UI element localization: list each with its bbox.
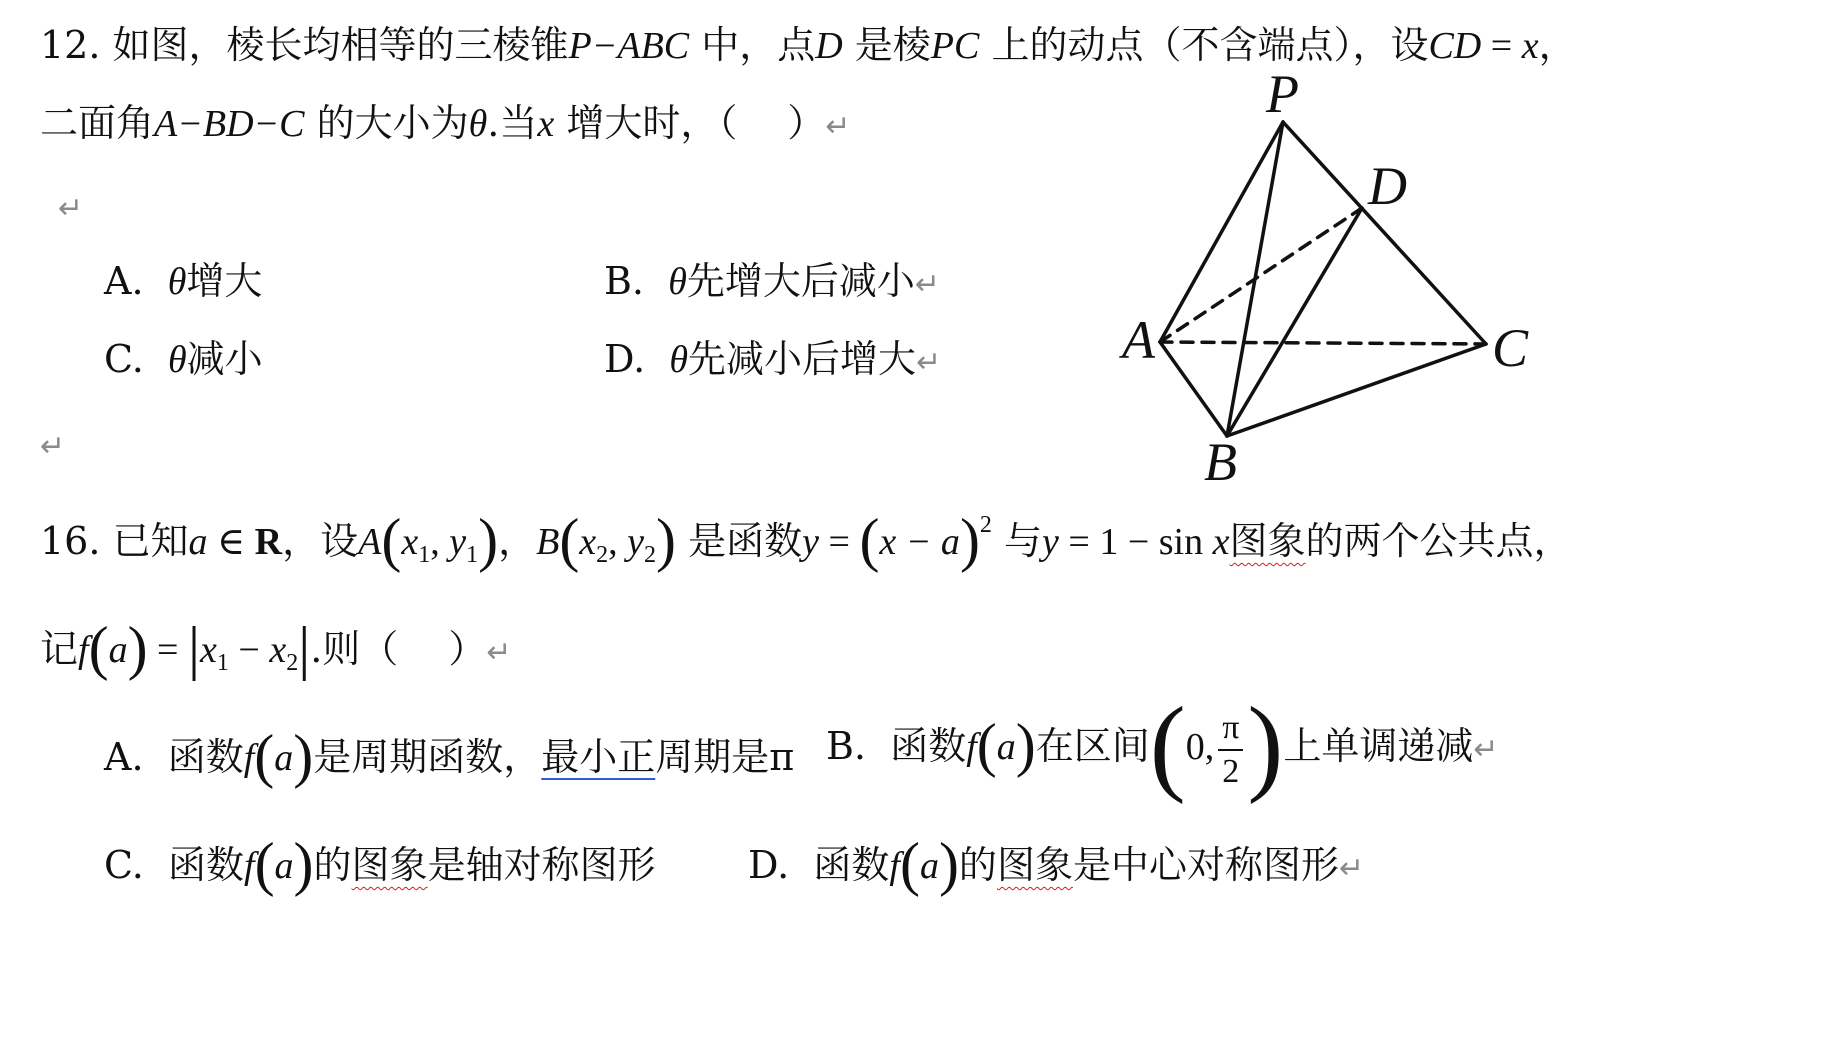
math-minus: − — [228, 629, 270, 671]
edge-ab — [1160, 342, 1227, 436]
option-text: 函数 — [890, 724, 967, 768]
math-subscript: 1 — [216, 650, 229, 676]
option-label: A. — [104, 735, 144, 779]
q16-text: 已知 — [100, 519, 189, 563]
math-comma: , — [430, 521, 450, 563]
edge-ac-hidden — [1160, 342, 1486, 344]
math-f: f — [78, 629, 89, 671]
math-x: x — [200, 629, 217, 671]
q16-text: ，设 — [282, 519, 359, 563]
math-x: x — [1521, 25, 1539, 67]
option-text: 函数 — [167, 843, 244, 887]
q12-text: 的大小为 — [304, 101, 469, 145]
option-text: 周期是π — [655, 735, 795, 779]
paragraph-mark: ↵ — [1473, 732, 1499, 767]
math-a: a — [919, 845, 939, 887]
q12-number: 12. — [40, 23, 101, 67]
label-a: A — [1122, 310, 1155, 370]
paren-open: ( — [254, 723, 275, 789]
spellcheck-word: 图象 — [1229, 519, 1306, 563]
math-theta: θ — [468, 103, 488, 145]
q16-line2 — [40, 615, 512, 681]
math-y: y — [1042, 521, 1059, 563]
math-f: f — [889, 845, 900, 887]
q12-option-d — [604, 337, 942, 381]
math-a: a — [996, 726, 1016, 768]
label-b: B — [1204, 432, 1237, 492]
paren-open: ( — [976, 712, 997, 778]
paren-close: ) — [959, 507, 980, 573]
option-text: 函数 — [167, 735, 244, 779]
option-label: B. — [826, 724, 867, 768]
option-label: A. — [104, 259, 144, 303]
spellcheck-word: 图象 — [351, 843, 428, 887]
paren-open: ( — [381, 507, 402, 573]
interval-paren-open: ( — [1149, 686, 1186, 805]
option-text: 减小 — [186, 337, 263, 381]
fraction-denominator: 2 — [1222, 752, 1240, 790]
math-theta: θ — [167, 339, 187, 381]
math-subscript: 1 — [418, 542, 431, 568]
paren-close: ) — [293, 831, 314, 897]
math-reals: R — [254, 521, 283, 563]
label-p: P — [1266, 64, 1299, 124]
paragraph-mark: ↵ — [486, 635, 512, 670]
q16-option-d — [748, 831, 1365, 897]
math-x: x — [269, 629, 287, 671]
math-subscript: 2 — [644, 542, 657, 568]
math-theta: θ — [167, 261, 187, 303]
abs-bar: | — [298, 615, 311, 681]
q16-option-a — [104, 723, 795, 789]
paragraph-mark: ↵ — [58, 191, 84, 226]
q12-text: 中，点 — [689, 23, 816, 67]
grammar-underline-word: 最小正 — [541, 735, 656, 779]
q12-option-c — [104, 337, 263, 381]
option-text: 的 — [313, 843, 352, 887]
math-a: a — [108, 629, 128, 671]
paren-open: ( — [859, 507, 880, 573]
q16-option-b — [826, 686, 1499, 805]
option-label: D. — [748, 843, 790, 887]
paragraph-mark: ↵ — [916, 345, 942, 380]
math-cd: CD — [1428, 25, 1482, 67]
edge-bc — [1227, 344, 1486, 436]
math-eq: = — [1481, 25, 1522, 67]
math-x: x — [579, 521, 597, 563]
q16-text: 的两个公共点， — [1305, 519, 1572, 563]
q16-text: 是函数 — [676, 519, 803, 563]
option-text: 上单调递减 — [1283, 724, 1474, 768]
math-one-minus-sin: = 1 − sin — [1058, 521, 1213, 563]
q12-text: 如图，棱长均相等的三棱锥 — [100, 23, 569, 67]
q12-text: ， — [1538, 23, 1577, 67]
option-label: C. — [104, 337, 144, 381]
option-text: 在区间 — [1035, 724, 1150, 768]
paren-close: ) — [127, 615, 148, 681]
math-subscript: 2 — [286, 650, 299, 676]
q12-line2 — [40, 101, 851, 145]
paren-open: ( — [559, 507, 580, 573]
paren-close: ) — [478, 507, 499, 573]
math-f: f — [243, 737, 255, 779]
option-label: C. — [104, 843, 144, 887]
math-abdc: A−BD−C — [154, 103, 305, 145]
math-x: x — [401, 521, 419, 563]
math-x-minus-a: x − a — [879, 521, 960, 563]
label-c: C — [1492, 318, 1529, 378]
q12-text: .当 — [487, 101, 538, 145]
tetrahedron-figure — [1100, 60, 1560, 500]
option-text: 增大 — [186, 259, 263, 303]
empty-paragraph — [58, 186, 83, 224]
math-point-b: B — [536, 521, 560, 563]
q12-text: 增大时，（ ） — [554, 101, 826, 145]
q12-text: 是棱 — [842, 23, 931, 67]
q16-line1 — [40, 507, 1572, 573]
math-a: a — [274, 737, 294, 779]
option-text: 先减小后增大 — [688, 337, 917, 381]
q16-text: 与 — [991, 519, 1043, 563]
option-text: 的 — [958, 843, 997, 887]
math-superscript: 2 — [979, 512, 992, 538]
math-y: y — [449, 521, 467, 563]
q12-text: 上的动点（不含端点），设 — [979, 23, 1429, 67]
math-pabc: P−ABC — [568, 25, 690, 67]
math-d: D — [815, 25, 843, 67]
math-subscript: 2 — [596, 542, 609, 568]
math-y: y — [627, 521, 645, 563]
q16-text: ， — [498, 519, 537, 563]
math-point-a: A — [358, 521, 382, 563]
math-in: ∈ — [207, 521, 255, 563]
q16-option-c — [104, 831, 656, 897]
segment-ad-hidden — [1160, 208, 1362, 342]
paragraph-mark: ↵ — [1338, 851, 1365, 886]
math-a: a — [188, 521, 208, 563]
math-theta: θ — [669, 339, 689, 381]
math-pc: PC — [930, 25, 980, 67]
math-a: a — [274, 845, 294, 887]
math-eq: = — [819, 521, 860, 563]
option-text: 函数 — [813, 843, 890, 887]
q16-text: .则（ ） — [310, 627, 487, 671]
q12-option-a — [104, 259, 263, 303]
fraction-pi-over-2 — [1218, 709, 1243, 790]
interval-paren-close: ) — [1247, 686, 1284, 805]
option-text: 是周期函数， — [313, 735, 542, 779]
paragraph-mark: ↵ — [825, 109, 851, 144]
math-theta: θ — [668, 261, 687, 303]
math-x: x — [1212, 521, 1230, 563]
paren-close: ) — [1015, 712, 1036, 778]
q12-option-b — [604, 259, 941, 303]
paren-close: ) — [656, 507, 677, 573]
math-y: y — [802, 521, 819, 563]
paragraph-mark: ↵ — [40, 429, 66, 464]
math-f: f — [966, 726, 977, 768]
option-text: 是轴对称图形 — [427, 843, 656, 887]
paren-close: ) — [293, 723, 314, 789]
paren-close: ) — [938, 831, 959, 897]
abs-bar: | — [187, 615, 200, 681]
q16-text: 记 — [40, 627, 79, 671]
label-d: D — [1368, 156, 1407, 216]
math-eq: = — [147, 629, 188, 671]
paren-open: ( — [254, 831, 275, 897]
spellcheck-word: 图象 — [996, 843, 1073, 887]
paren-open: ( — [899, 831, 920, 897]
fraction-numerator: π — [1218, 709, 1243, 750]
option-label: D. — [604, 337, 646, 381]
option-label: B. — [604, 259, 645, 303]
math-comma: , — [608, 521, 628, 563]
option-text: 先增大后减小 — [686, 259, 915, 303]
q16-number: 16. — [40, 519, 101, 563]
empty-paragraph — [40, 424, 65, 462]
math-x: x — [537, 103, 555, 145]
paragraph-mark: ↵ — [914, 267, 941, 302]
option-text: 是中心对称图形 — [1072, 843, 1339, 887]
q12-text: 二面角 — [40, 101, 155, 145]
math-zero: 0, — [1185, 726, 1215, 768]
paren-open: ( — [88, 615, 109, 681]
math-f: f — [244, 845, 255, 887]
math-subscript: 1 — [466, 542, 479, 568]
